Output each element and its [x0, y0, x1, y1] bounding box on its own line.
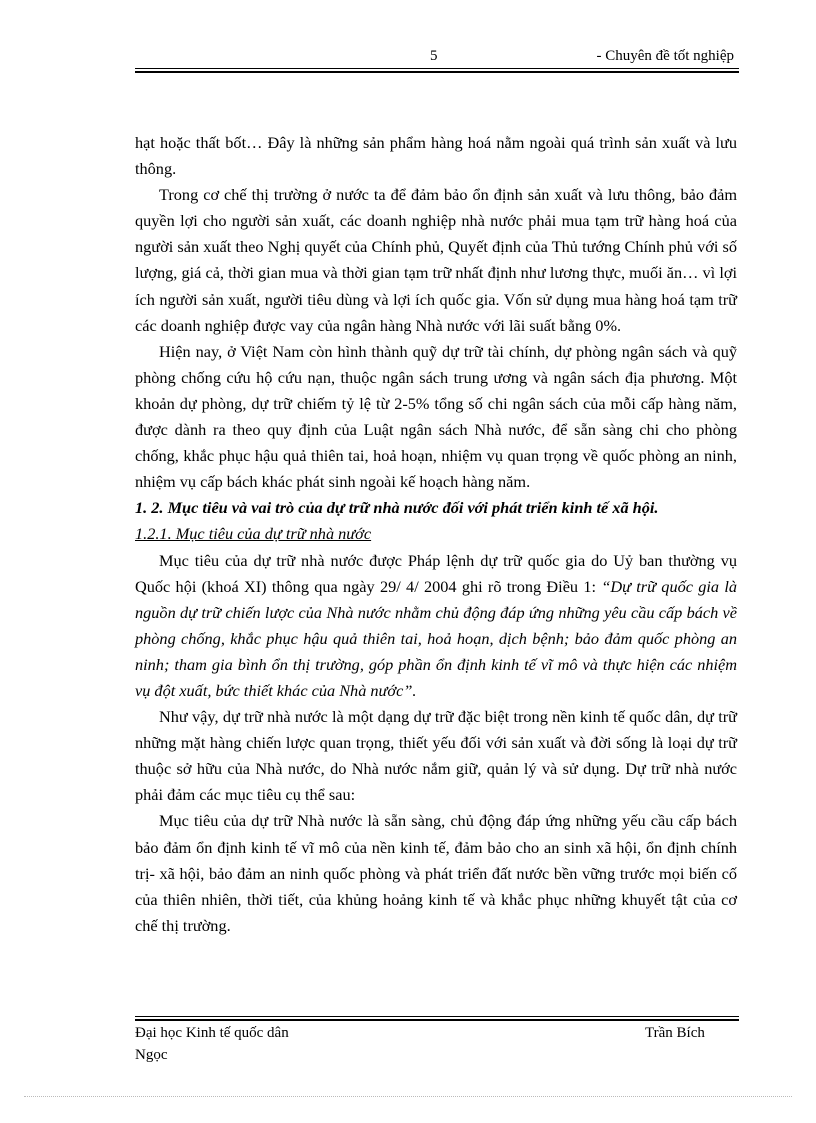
footer-rule-thick	[135, 1019, 739, 1021]
paragraph-4-text: Mục tiêu của dự trữ nhà nước được Pháp lệnh dự trữ quốc gia do Uỷ ban thường vụ Quốc hội (khoá XI) thông qua ngày 29/ 4/ 2004 ghi rõ trong Điều 1:	[135, 550, 737, 596]
subsection-heading-text: 1.2.1. Mục tiêu của dự trữ nhà nước	[135, 524, 372, 544]
header-rule-thick	[135, 71, 739, 73]
paragraph-6: Mục tiêu của dự trữ Nhà nước là sẵn sàng, chủ động đáp ứng những yếu cầu cấp bách bảo đảm ổn định kinh tế vĩ mô của nền kinh tế, đảm bảo cho an sinh xã hội, ổn định chính trị- xã hội, bảo đảm an ninh quốc phòng và phát triển đất nước bền vững trước mọi biến cố của thiên nhiên, thời tiết, của khủng hoảng kinh tế và khắc phục những khuyết tật của cơ chế thị trường.	[135, 811, 737, 935]
page-number: 5	[430, 48, 438, 64]
subsection-heading	[135, 521, 737, 547]
paragraph-3: Hiện nay, ở Việt Nam còn hình thành quỹ dự trữ tài chính, dự phòng ngân sách và quỹ phòng chống cứu hộ cứu nạn, thuộc ngân sách trung ương và ngân sách địa phương. Một khoản dự phòng, dự trữ chiếm tỷ lệ từ 2-5% tổng số chi ngân sách của mỗi cấp hàng năm, được dành ra theo quy định của Luật ngân sách Nhà nước, để sẵn sàng chi cho phòng chống, khắc phục hậu quả thiên tai, hoả hoạn, nhiệm vụ quan trọng về quốc phòng an ninh, nhiệm vụ cấp bách khác phát sinh ngoài kế hoạch hàng năm.	[135, 341, 737, 492]
paragraph-5: Như vậy, dự trữ nhà nước là một dạng dự trữ đặc biệt trong nền kinh tế quốc dân, dự trữ những mặt hàng chiến lược quan trọng, thiết yếu đối với sản xuất và đời sống là loại dự trữ thuộc sở hữu của Nhà nước, do Nhà nước nắm giữ, quản lý và sử dụng. Dự trữ nhà nước phải đảm các mục tiêu cụ thể sau:	[135, 707, 737, 805]
paragraph-1: hạt hoặc thất bốt… Đây là những sản phẩm hàng hoá nằm ngoài quá trình sản xuất và lưu thông.	[135, 133, 737, 179]
section-heading: 1. 2. Mục tiêu và vai trò của dự trữ nhà nước đối với phát triển kinh tế xã hội.	[135, 498, 659, 518]
footer-university: Đại học Kinh tế quốc dân	[135, 1025, 289, 1041]
header-title: - Chuyên đề tốt nghiệp	[596, 48, 734, 64]
header-rule	[135, 68, 739, 69]
paragraph-2: Trong cơ chế thị trường ở nước ta để đảm bảo ổn định sản xuất và lưu thông, bảo đảm quyền lợi cho người sản xuất, các doanh nghiệp nhà nước phải mua tạm trữ hàng hoá của người sản xuất theo Nghị quyết của Chính phủ, Quyết định của Thủ tướng Chính phủ với số lượng, giá cả, thời gian mua và thời gian tạm trữ nhất định như lương thực, muối ăn… vì lợi ích người sản xuất, người tiêu dùng và lợi ích quốc gia. Vốn sử dụng mua hàng hoá tạm trữ các doanh nghiệp được vay của ngân hàng Nhà nước với lãi suất bằng 0%.	[135, 185, 737, 335]
paragraph-4-quote: “Dự trữ quốc gia là nguồn dự trữ chiến lược của Nhà nước nhằm chủ động đáp ứng những yêu cầu cấp bách về phòng chống, khắc phục hậu quả thiên tai, hoả hoạn, dịch bệnh; bảo đảm quốc phòng an ninh; tham gia bình ổn thị trường, góp phần ổn định kinh tế vĩ mô và thực hiện các nhiệm vụ đột xuất, bức thiết khác của Nhà nước”.	[135, 576, 737, 700]
footer-rule	[135, 1016, 739, 1017]
body-text	[135, 130, 737, 939]
footer-author: Trần Bích	[645, 1025, 705, 1041]
footer-author-continued: Ngọc	[135, 1047, 168, 1063]
page-edge-dotted-line	[24, 1096, 792, 1097]
paragraph-4	[135, 548, 737, 705]
